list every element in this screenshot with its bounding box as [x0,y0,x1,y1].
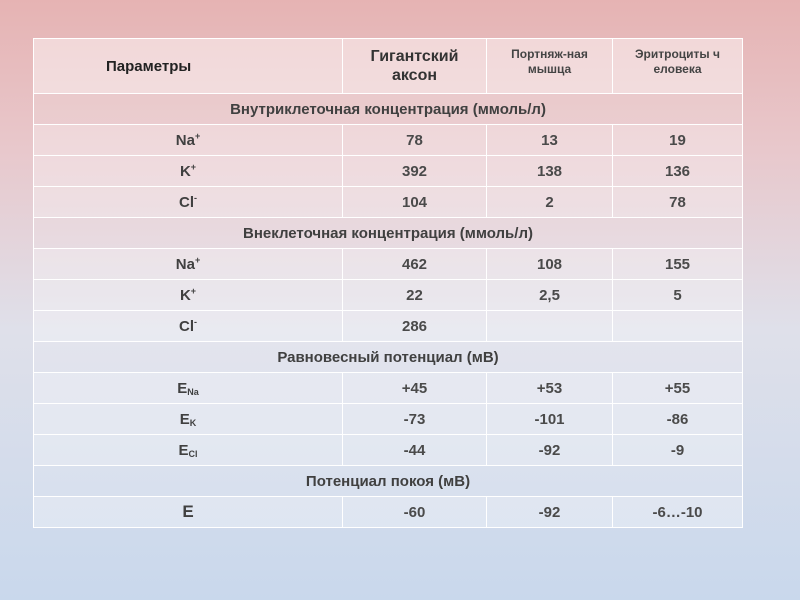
section-row-extracellular [34,218,743,249]
value-muscle: -101 [487,404,613,435]
potential-symbol: E [177,379,188,397]
table-row [34,125,743,156]
value-axon: -73 [343,404,487,435]
value-muscle: 13 [487,125,613,156]
section-equilibrium-title: Равновесный потенциал (мВ) [34,342,743,373]
section-row-resting [34,466,743,497]
potential-cell [34,404,343,435]
value-axon: 286 [343,311,487,342]
ion-cell [34,249,343,280]
table-row [34,156,743,187]
value-muscle: 108 [487,249,613,280]
ion-symbol: K [179,287,191,304]
ion-cell [34,156,343,187]
value-rbc: -86 [613,404,743,435]
value-rbc: 155 [613,249,743,280]
table-row [34,497,743,528]
value-rbc: +55 [613,373,743,404]
ion-charge: + [190,286,197,296]
value-axon: -44 [343,435,487,466]
ion-cell [34,187,343,218]
ion-symbol: Na [175,256,195,273]
potential-cell [34,435,343,466]
value-axon: -60 [343,497,487,528]
ion-symbol: Cl [179,318,194,335]
ion-charge: - [194,317,197,327]
ion-charge: - [194,193,197,203]
table-row [34,187,743,218]
header-sartorius-muscle [487,39,613,94]
value-rbc: 136 [613,156,743,187]
ion-charge: + [190,162,197,172]
value-axon: 392 [343,156,487,187]
section-intracellular-title: Внутриклеточная концентрация (ммоль/л) [34,94,743,125]
parameters-table [33,38,743,528]
ion-symbol: Cl [179,194,194,211]
table-row [34,435,743,466]
potential-symbol: E [178,441,189,459]
table-row [34,249,743,280]
potential-symbol: E [179,410,190,428]
value-axon: 22 [343,280,487,311]
potential-subscript: Na [187,386,199,397]
value-rbc: 19 [613,125,743,156]
header-erythrocytes [613,39,743,94]
value-axon: 462 [343,249,487,280]
ion-charge: + [194,131,201,141]
ion-symbol: Na [175,132,195,149]
ion-cell [34,125,343,156]
value-rbc: -6…-10 [613,497,743,528]
value-rbc: 78 [613,187,743,218]
section-resting-title: Потенциал покоя (мВ) [34,466,743,497]
value-muscle: 2 [487,187,613,218]
ion-symbol: K [179,163,191,180]
potential-cell [34,373,343,404]
ion-cell [34,280,343,311]
header-erythrocytes-label: Эритроциты человека [635,47,720,76]
ion-cell [34,311,343,342]
value-muscle: 2,5 [487,280,613,311]
value-axon: 104 [343,187,487,218]
value-muscle [487,311,613,342]
value-muscle: -92 [487,497,613,528]
table-row [34,311,743,342]
potential-subscript: Cl [188,448,198,459]
table-header-row [34,39,743,94]
value-rbc: 5 [613,280,743,311]
ion-charge: + [194,255,201,265]
value-rbc: -9 [613,435,743,466]
section-extracellular-title: Внеклеточная концентрация (ммоль/л) [34,218,743,249]
table-row [34,373,743,404]
header-parameters: Параметры [34,39,343,94]
section-row-intracellular [34,94,743,125]
value-axon: +45 [343,373,487,404]
section-row-equilibrium [34,342,743,373]
table-row [34,404,743,435]
header-sartorius-muscle-label: Портняж-ная мышца [511,47,588,76]
value-muscle: -92 [487,435,613,466]
potential-subscript: K [189,417,197,428]
value-muscle: +53 [487,373,613,404]
header-giant-axon [343,39,487,94]
potential-cell: E [34,497,343,528]
table-row [34,280,743,311]
value-muscle: 138 [487,156,613,187]
header-giant-axon-label: Гигантский аксон [370,48,459,84]
value-rbc [613,311,743,342]
value-axon: 78 [343,125,487,156]
